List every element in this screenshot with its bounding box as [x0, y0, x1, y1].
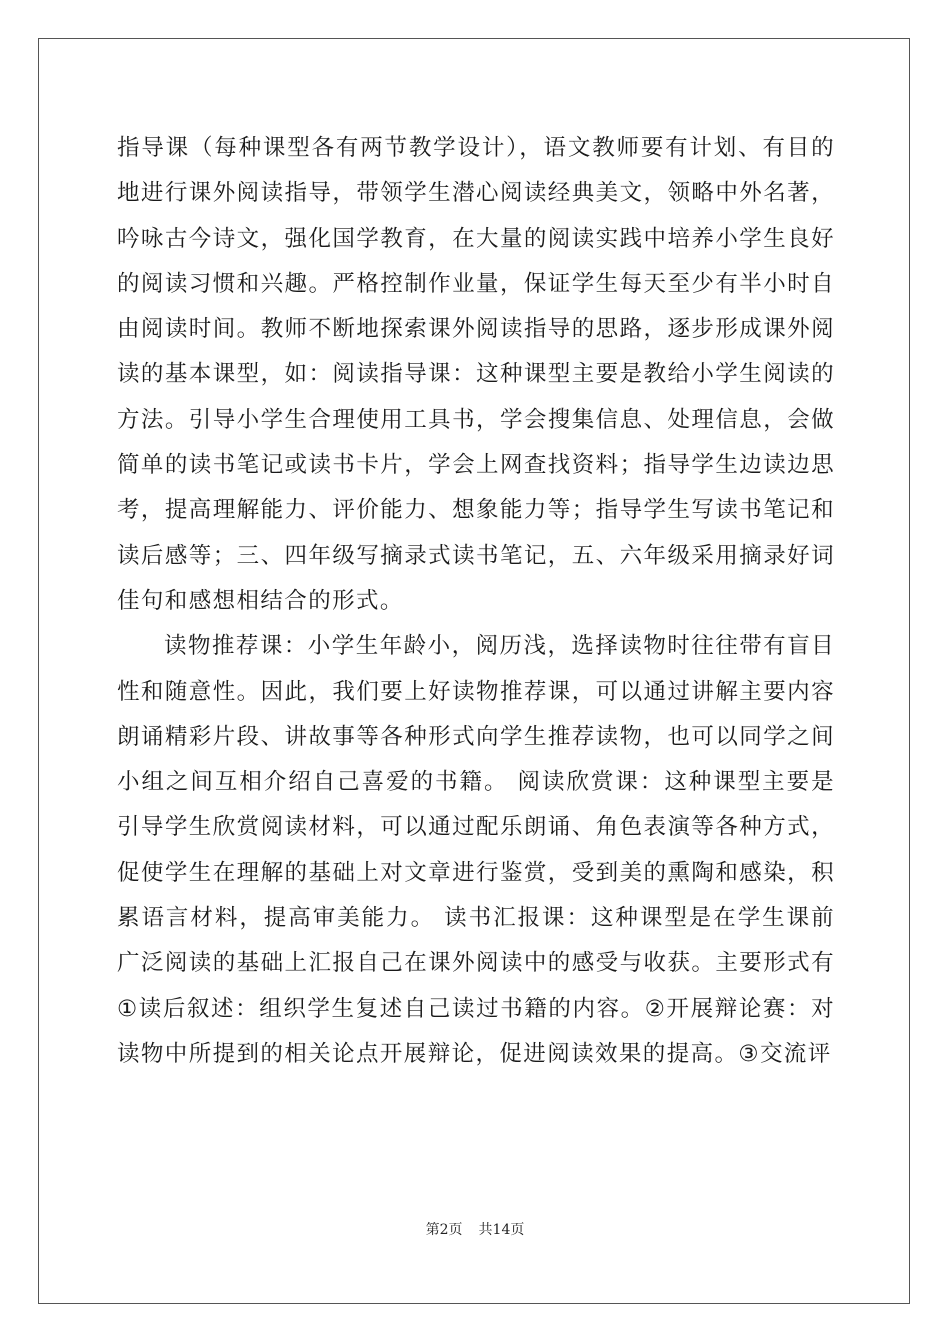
- paragraph-recommendation-lessons: 读物推荐课：小学生年龄小，阅历浅，选择读物时往往带有盲目性和随意性。因此，我们要上好读物推荐课，可以通过讲解主要内容朗诵精彩片段、讲故事等各种形式向学生推荐读物，也可以同学之间小组之间互相介绍自己喜爱的书籍。 阅读欣赏课：这种课型主要是引导学生欣赏阅读材料，可以通过配乐朗诵、角色表演等各种方式，促使学生在理解的基础上对文章进行鉴赏，受到美的熏陶和感染，积累语言材料，提高审美能力。 读书汇报课：这种课型是在学生课前广泛阅读的基础上汇报自己在课外阅读中的感受与收获。主要形式有①读后叙述：组织学生复述自己读过书籍的内容。②开展辩论赛：对读物中所提到的相关论点开展辩论，促进阅读效果的提高。③交流评: [117, 633, 835, 1067]
- document-body: [117, 126, 835, 1077]
- paragraph-reading-guidance: 指导课（每种课型各有两节教学设计），语文教师要有计划、有目的地进行课外阅读指导，带领学生潜心阅读经典美文，领略中外名著，吟咏古今诗文，强化国学教育，在大量的阅读实践中培养小学生良好的阅读习惯和兴趣。严格控制作业量，保证学生每天至少有半小时自由阅读时间。教师不断地探索课外阅读指导的思路，逐步形成课外阅读的基本课型，如：阅读指导课：这种课型主要是教给小学生阅读的方法。引导小学生合理使用工具书，学会搜集信息、处理信息，会做简单的读书笔记或读书卡片，学会上网查找资料；指导学生边读边思考，提高理解能力、评价能力、想象能力等；指导学生写读书笔记和读后感等；三、四年级写摘录式读书笔记，五、六年级采用摘录好词佳句和感想相结合的形式。: [117, 135, 835, 614]
- page-number: 第2页: [425, 1222, 463, 1238]
- page-total: 共14页: [478, 1222, 525, 1238]
- page-footer: [0, 1219, 950, 1239]
